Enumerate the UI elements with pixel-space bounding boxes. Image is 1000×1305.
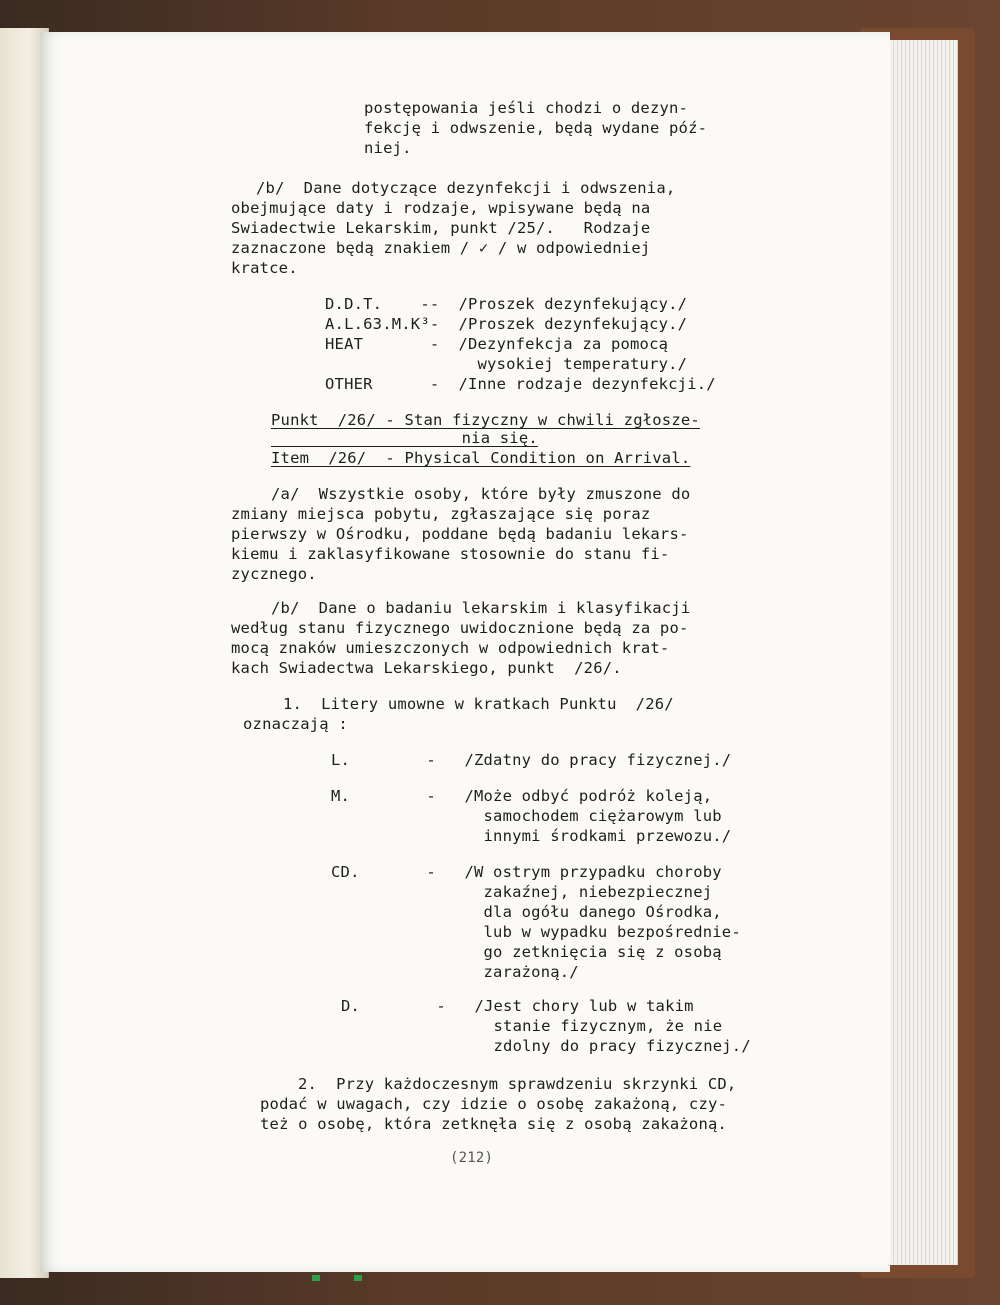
section-heading: Item /26/ - Physical Condition on Arrival. [271, 449, 691, 467]
text-line: według stanu fizycznego uwidocznione będą za po- [231, 619, 689, 637]
document-page [40, 32, 890, 1272]
text-line: wysokiej temperatury./ [325, 355, 688, 373]
text-line: zakaźnej, niebezpiecznej [331, 883, 713, 901]
text-line: D.D.T. -- /Proszek dezynfekujący./ [325, 295, 688, 313]
text-line: niej. [364, 139, 412, 157]
text-line: /b/ Dane dotyczące dezynfekcji i odwszenia, [256, 179, 676, 197]
text-line: M. - /Może odbyć podróż koleją, [331, 787, 713, 805]
text-line: zdolny do pracy fizycznej./ [341, 1037, 751, 1055]
text-line: zaznaczone będą znakiem / ✓ / w odpowiedniej [231, 239, 651, 257]
text-line: zycznego. [231, 565, 317, 583]
section-heading: nia się. [271, 429, 538, 447]
text-line: kach Swiadectwa Lekarskiego, punkt /26/. [231, 659, 622, 677]
text-line: L. - /Zdatny do pracy fizycznej./ [331, 751, 732, 769]
text-line: Swiadectwie Lekarskim, punkt /25/. Rodzaje [231, 219, 651, 237]
text-line: kratce. [231, 259, 298, 277]
text-line: pierwszy w Ośrodku, poddane będą badaniu lekars- [231, 525, 689, 543]
text-line: mocą znaków umieszczonych w odpowiednich krat- [231, 639, 670, 657]
text-line: 2. Przy każdoczesnym sprawdzeniu skrzynki CD, [298, 1075, 737, 1093]
page-stack [878, 40, 958, 1265]
text-line: oznaczają : [243, 715, 348, 733]
green-mark [312, 1275, 320, 1281]
text-line: stanie fizycznym, że nie [341, 1017, 723, 1035]
text-line: lub w wypadku bezpośrednie- [331, 923, 741, 941]
green-mark [354, 1275, 362, 1281]
text-line: obejmujące daty i rodzaje, wpisywane będą na [231, 199, 651, 217]
section-heading: Punkt /26/ - Stan fizyczny w chwili zgłosze- [271, 411, 700, 429]
text-line: OTHER - /Inne rodzaje dezynfekcji./ [325, 375, 716, 393]
text-line: też o osobę, która zetknęła się z osobą zakażoną. [260, 1115, 728, 1133]
text-line: zmiany miejsca pobytu, zgłaszające się poraz [231, 505, 651, 523]
text-line: zarażoną./ [331, 963, 579, 981]
text-line: CD. - /W ostrym przypadku choroby [331, 863, 722, 881]
page-number: (212) [450, 1150, 494, 1166]
text-line: innymi środkami przewozu./ [331, 827, 732, 845]
text-line: D. - /Jest chory lub w takim [341, 997, 694, 1015]
text-line: podać w uwagach, czy idzie o osobę zakażoną, czy- [260, 1095, 728, 1113]
text-line: /a/ Wszystkie osoby, które były zmuszone do [271, 485, 691, 503]
text-line: fekcję i odwszenie, będą wydane póź- [364, 119, 708, 137]
text-line: HEAT - /Dezynfekcja za pomocą [325, 335, 669, 353]
text-line: 1. Litery umowne w kratkach Punktu /26/ [283, 695, 674, 713]
text-line: kiemu i zaklasyfikowane stosownie do stanu fi- [231, 545, 670, 563]
text-line: A.L.63.M.K³- /Proszek dezynfekujący./ [325, 315, 688, 333]
text-line: samochodem ciężarowym lub [331, 807, 722, 825]
text-line: /b/ Dane o badaniu lekarskim i klasyfikacji [271, 599, 691, 617]
text-line: postępowania jeśli chodzi o dezyn- [364, 99, 689, 117]
text-line: go zetknięcia się z osobą [331, 943, 722, 961]
text-line: dla ogółu danego Ośrodka, [331, 903, 722, 921]
